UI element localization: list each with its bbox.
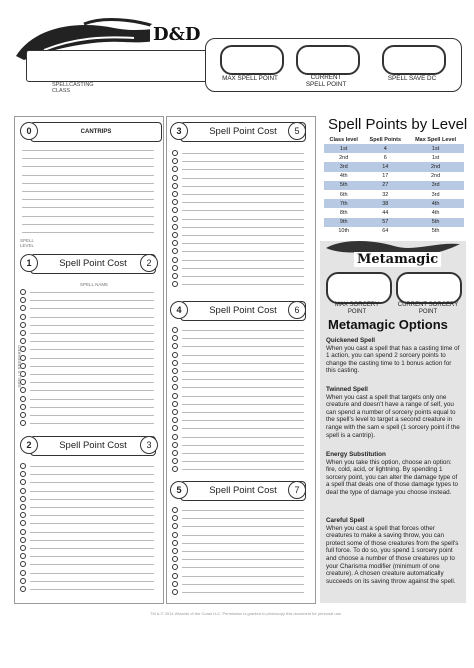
option-text: When you take this option, choose an option: fire, cold, acid, or lightning. By spending 1 sorcery point, you can alter the damage type of a spell that deals one of those damage types to deal the type of damage you choose instead. <box>326 458 458 496</box>
spell-entry-line[interactable] <box>182 412 304 413</box>
dnd-logo: D&D <box>150 24 203 45</box>
table-cell: 6 <box>383 154 387 161</box>
prepared-checkbox[interactable] <box>172 257 178 263</box>
spell-entry-line[interactable] <box>30 589 154 590</box>
table-row <box>324 199 464 208</box>
prepared-checkbox[interactable] <box>20 322 26 328</box>
prepared-checkbox[interactable] <box>172 532 178 538</box>
spell-entry-line[interactable] <box>30 515 154 516</box>
level3-level-badge: 3 <box>170 122 188 140</box>
cantrips-header <box>30 122 162 142</box>
spell-save-dc-label: SPELL SAVE DC <box>387 75 437 82</box>
spell-entry-line[interactable] <box>182 268 304 269</box>
spell-name-label: SPELL NAME <box>80 282 109 287</box>
current-spell-point-field[interactable] <box>296 45 360 75</box>
table-cell: 6th <box>339 191 348 198</box>
table-row <box>324 208 464 217</box>
spell-entry-line[interactable] <box>182 284 304 285</box>
spell-entry-line[interactable] <box>182 567 304 568</box>
spell-entry-line[interactable] <box>30 482 154 483</box>
table-cell: 9th <box>324 218 363 227</box>
prepared-checkbox[interactable] <box>172 352 178 358</box>
level3-cost-badge: 5 <box>288 122 306 140</box>
cantrips-level-badge: 0 <box>20 122 38 140</box>
spell-entry-line[interactable] <box>30 308 154 309</box>
prepared-checkbox[interactable] <box>172 393 178 399</box>
spell-entry-line[interactable] <box>182 161 304 162</box>
prepared-checkbox[interactable] <box>172 548 178 554</box>
max-sorcery-point-label: MAX SORCERY POINT <box>334 302 380 315</box>
spell-entry-line[interactable] <box>182 346 304 347</box>
spell-entry-line[interactable] <box>182 169 304 170</box>
spell-entry-line[interactable] <box>182 387 304 388</box>
max-spell-point-label: MAX SPELL POINT <box>222 75 278 82</box>
spell-entry-line[interactable] <box>182 219 304 220</box>
spell-entry-line[interactable] <box>30 341 154 342</box>
spell-entry-line[interactable] <box>30 491 154 492</box>
level4-cost-label: Spell Point Cost <box>209 305 277 316</box>
table-cell: 1st <box>324 144 363 153</box>
prepared-checkbox[interactable] <box>20 289 26 295</box>
table-row <box>324 181 464 190</box>
prepared-checkbox[interactable] <box>20 504 26 510</box>
spell-entry-line[interactable] <box>30 540 154 541</box>
table-cell: 1st <box>407 144 464 153</box>
prepared-checkbox[interactable] <box>20 578 26 584</box>
option-name: Careful Spell <box>326 517 365 524</box>
spell-entry-line[interactable] <box>182 461 304 462</box>
spell-entry-line[interactable] <box>30 466 154 467</box>
spell-entry-line[interactable] <box>182 202 304 203</box>
table-row <box>324 227 464 236</box>
spell-entry-line[interactable] <box>182 330 304 331</box>
prepared-checkbox[interactable] <box>20 330 26 336</box>
spell-entry-line[interactable] <box>182 153 304 154</box>
spell-entry-line[interactable] <box>182 379 304 380</box>
spell-points-table <box>324 136 464 236</box>
spell-entry-line[interactable] <box>30 581 154 582</box>
spellcasting-class-field[interactable] <box>26 50 223 82</box>
spell-entry-line[interactable] <box>30 300 154 301</box>
table-cell: 32 <box>382 191 389 198</box>
spell-entry-line[interactable] <box>182 186 304 187</box>
prepared-checkbox[interactable] <box>172 232 178 238</box>
spell-entry-line[interactable] <box>30 366 154 367</box>
prepared-checkbox[interactable] <box>172 507 178 513</box>
option-careful-spell <box>326 517 462 585</box>
level4-level-badge: 4 <box>170 301 188 319</box>
table-cell: 4 <box>363 144 407 153</box>
table-cell: 4th <box>431 209 440 216</box>
spell-entry-line[interactable] <box>22 191 154 192</box>
table-cell: 14 <box>363 162 407 171</box>
spell-entry-line[interactable] <box>30 474 154 475</box>
level3-cost-label: Spell Point Cost <box>209 126 277 137</box>
spell-entry-line[interactable] <box>22 158 154 159</box>
spell-entry-line[interactable] <box>182 518 304 519</box>
spell-entry-line[interactable] <box>22 175 154 176</box>
option-name: Twinned Spell <box>326 386 368 393</box>
table-cell: 2nd <box>430 173 441 180</box>
spell-entry-line[interactable] <box>182 251 304 252</box>
table-cell: 10th <box>338 228 350 235</box>
prepared-checkbox[interactable] <box>172 191 178 197</box>
table-row <box>324 218 464 227</box>
spell-entry-line[interactable] <box>182 276 304 277</box>
option-name: Quickened Spell <box>326 337 375 344</box>
level4-cost-badge: 6 <box>288 301 306 319</box>
table-header: Class level <box>329 137 358 143</box>
cantrips-label: CANTRIPS <box>80 129 112 135</box>
option-twinned-spell <box>326 386 462 439</box>
table-cell: 57 <box>363 218 407 227</box>
spell-entry-line[interactable] <box>182 404 304 405</box>
spell-entry-line[interactable] <box>30 556 154 557</box>
spell-entry-line[interactable] <box>182 469 304 470</box>
option-energy-substitution <box>326 451 462 497</box>
metamagic-title: Metamagic <box>354 252 441 267</box>
spell-entry-line[interactable] <box>182 428 304 429</box>
spell-entry-line[interactable] <box>182 551 304 552</box>
spell-entry-line[interactable] <box>182 592 304 593</box>
level1-header <box>30 254 156 274</box>
spell-entry-line[interactable] <box>22 232 154 233</box>
table-cell: 27 <box>363 181 407 190</box>
option-text: When you cast a spell that has a casting time of 1 action, you can spend 2 sorcery points to change the casting time to 1 bonus action for this casting. <box>326 344 460 375</box>
prepared-checkbox[interactable] <box>172 540 178 546</box>
table-cell: 1st <box>431 154 440 161</box>
spell-entry-line[interactable] <box>182 453 304 454</box>
spell-entry-line[interactable] <box>182 338 304 339</box>
prepared-checkbox[interactable] <box>20 404 26 410</box>
spell-entry-line[interactable] <box>30 548 154 549</box>
prepared-checkbox[interactable] <box>172 360 178 366</box>
table-cell: 4th <box>407 199 464 208</box>
prepared-checkbox[interactable] <box>172 581 178 587</box>
spell-entry-line[interactable] <box>30 407 154 408</box>
level5-cost-badge: 7 <box>288 481 306 499</box>
spell-entry-line[interactable] <box>30 507 154 508</box>
table-row <box>324 153 464 162</box>
spell-entry-line[interactable] <box>30 390 154 391</box>
prepared-checkbox[interactable] <box>172 589 178 595</box>
prepared-checkbox[interactable] <box>172 265 178 271</box>
prepared-checkbox[interactable] <box>172 368 178 374</box>
prepared-checkbox[interactable] <box>20 496 26 502</box>
spell-entry-line[interactable] <box>30 415 154 416</box>
spell-entry-line[interactable] <box>30 399 154 400</box>
prepared-checkbox[interactable] <box>172 409 178 415</box>
spell-entry-line[interactable] <box>30 532 154 533</box>
spell-entry-line[interactable] <box>182 210 304 211</box>
spell-entry-line[interactable] <box>182 178 304 179</box>
table-cell: 2nd <box>407 162 464 171</box>
spell-entry-line[interactable] <box>30 382 154 383</box>
spell-entry-line[interactable] <box>22 183 154 184</box>
spell-level-label: SPELL LEVEL <box>20 238 35 248</box>
spell-points-title: Spell Points by Level <box>328 116 468 133</box>
spell-entry-line[interactable] <box>30 374 154 375</box>
spell-entry-line[interactable] <box>30 523 154 524</box>
spell-entry-line[interactable] <box>22 166 154 167</box>
table-cell: 5th <box>431 228 440 235</box>
prepared-checkbox[interactable] <box>172 442 178 448</box>
spell-entry-line[interactable] <box>182 543 304 544</box>
level2-level-badge: 2 <box>20 436 38 454</box>
prepared-checkbox[interactable] <box>20 545 26 551</box>
spell-entry-line[interactable] <box>30 423 154 424</box>
table-row <box>324 144 464 153</box>
level5-cost-label: Spell Point Cost <box>209 485 277 496</box>
max-sorcery-point-field[interactable] <box>326 272 392 304</box>
max-spell-point-field[interactable] <box>220 45 284 75</box>
spell-entry-line[interactable] <box>182 194 304 195</box>
current-sorcery-point-field[interactable] <box>396 272 462 304</box>
spell-entry-line[interactable] <box>22 199 154 200</box>
prepared-checkbox[interactable] <box>172 450 178 456</box>
spell-entry-line[interactable] <box>182 260 304 261</box>
spell-entry-line[interactable] <box>182 243 304 244</box>
spell-entry-line[interactable] <box>30 333 154 334</box>
prepared-checkbox[interactable] <box>172 273 178 279</box>
prepared-checkbox[interactable] <box>20 488 26 494</box>
spell-entry-line[interactable] <box>22 207 154 208</box>
prepared-checkbox[interactable] <box>20 529 26 535</box>
spell-entry-line[interactable] <box>30 564 154 565</box>
spell-entry-line[interactable] <box>30 292 154 293</box>
level1-cost-label: Spell Point Cost <box>59 258 127 269</box>
table-cell: 4th <box>339 173 348 180</box>
option-text: When you cast a spell that forces other creatures to make a saving throw, you can protect some of those creatures from the spell's full force. To do so, you spend 1 sorcery point and choose a number of those creatures up to your Charisma modifier (minimum of one creature). A chosen creature automatically succeeds on its saving throw against the spell. <box>326 524 459 585</box>
level1-level-badge: 1 <box>20 254 38 272</box>
prepared-checkbox[interactable] <box>172 327 178 333</box>
metamagic-options-title: Metamagic Options <box>328 317 448 332</box>
spell-entry-line[interactable] <box>182 526 304 527</box>
current-spell-point-label: CURRENT SPELL POINT <box>305 74 347 88</box>
table-cell: 44 <box>382 209 389 216</box>
current-sorcery-point-label: CURRENT SORCERY POINT <box>397 302 459 315</box>
table-header: Max Spell Level <box>415 137 457 143</box>
table-cell: 2nd <box>339 154 349 161</box>
prepared-checkbox[interactable] <box>172 175 178 181</box>
spell-entry-line[interactable] <box>182 576 304 577</box>
prepared-checkbox[interactable] <box>172 573 178 579</box>
level5-level-badge: 5 <box>170 481 188 499</box>
spell-entry-line[interactable] <box>182 227 304 228</box>
table-cell: 3rd <box>407 181 464 190</box>
spell-entry-line[interactable] <box>30 325 154 326</box>
spell-entry-line[interactable] <box>182 235 304 236</box>
level2-cost-label: Spell Point Cost <box>59 440 127 451</box>
option-text: When you cast a spell that targets only one creature and doesn't have a range of self, you can spend a number of sorcery points equal to the spell's level to target a second creature in range with the sam e spell (1 sorcery point if the spell is a cantrip). <box>326 393 460 439</box>
spell-save-dc-field[interactable] <box>382 45 446 75</box>
table-row <box>324 190 464 199</box>
table-cell: 7th <box>324 199 363 208</box>
table-row <box>324 172 464 181</box>
spell-entry-line[interactable] <box>182 510 304 511</box>
prepared-checkbox[interactable] <box>20 463 26 469</box>
prepared-checkbox[interactable] <box>20 537 26 543</box>
spell-entry-line[interactable] <box>22 224 154 225</box>
spell-entry-line[interactable] <box>182 363 304 364</box>
spell-column-middle <box>166 116 316 604</box>
table-cell: 5th <box>407 218 464 227</box>
prepared-checkbox[interactable] <box>172 150 178 156</box>
spell-entry-line[interactable] <box>30 499 154 500</box>
table-cell: 17 <box>382 173 389 180</box>
spell-entry-line[interactable] <box>182 355 304 356</box>
spell-entry-line[interactable] <box>182 420 304 421</box>
prepared-checkbox[interactable] <box>20 396 26 402</box>
table-cell: 3rd <box>324 162 363 171</box>
level2-cost-badge: 3 <box>140 436 158 454</box>
prepared-checkbox[interactable] <box>20 412 26 418</box>
level1-cost-badge: 2 <box>140 254 158 272</box>
spell-entry-line[interactable] <box>182 584 304 585</box>
prepared-checkbox[interactable] <box>20 586 26 592</box>
spell-entry-line[interactable] <box>182 396 304 397</box>
spell-entry-line[interactable] <box>182 371 304 372</box>
table-row <box>324 162 464 171</box>
table-cell: 5th <box>324 181 363 190</box>
spells-prepared-label: SPELLS PREPARED <box>17 345 22 388</box>
spell-entry-line[interactable] <box>30 358 154 359</box>
prepared-checkbox[interactable] <box>172 224 178 230</box>
table-cell: 38 <box>363 199 407 208</box>
prepared-checkbox[interactable] <box>172 434 178 440</box>
table-header: Spell Points <box>369 137 402 143</box>
table-cell: 3rd <box>431 191 440 198</box>
level2-header <box>30 436 156 456</box>
spell-entry-line[interactable] <box>22 150 154 151</box>
prepared-checkbox[interactable] <box>172 183 178 189</box>
prepared-checkbox[interactable] <box>172 401 178 407</box>
spell-entry-line[interactable] <box>182 559 304 560</box>
table-cell: 64 <box>382 228 389 235</box>
spell-entry-line[interactable] <box>182 535 304 536</box>
prepared-checkbox[interactable] <box>20 570 26 576</box>
copyright-footer: TM & © 2014 Wizards of the Coast LLC. Permission is granted to photocopy this document for personal use. <box>150 611 342 616</box>
option-quickened-spell <box>326 337 462 375</box>
spellcasting-class-label: SPELLCASTING CLASS <box>52 82 94 94</box>
spell-entry-line[interactable] <box>182 437 304 438</box>
spell-entry-line[interactable] <box>30 573 154 574</box>
spell-entry-line[interactable] <box>30 349 154 350</box>
prepared-checkbox[interactable] <box>20 314 26 320</box>
spell-entry-line[interactable] <box>30 317 154 318</box>
spell-entry-line[interactable] <box>182 445 304 446</box>
spell-entry-line[interactable] <box>22 216 154 217</box>
option-name: Energy Substitution <box>326 451 386 458</box>
table-cell: 8th <box>339 209 348 216</box>
prepared-checkbox[interactable] <box>172 216 178 222</box>
